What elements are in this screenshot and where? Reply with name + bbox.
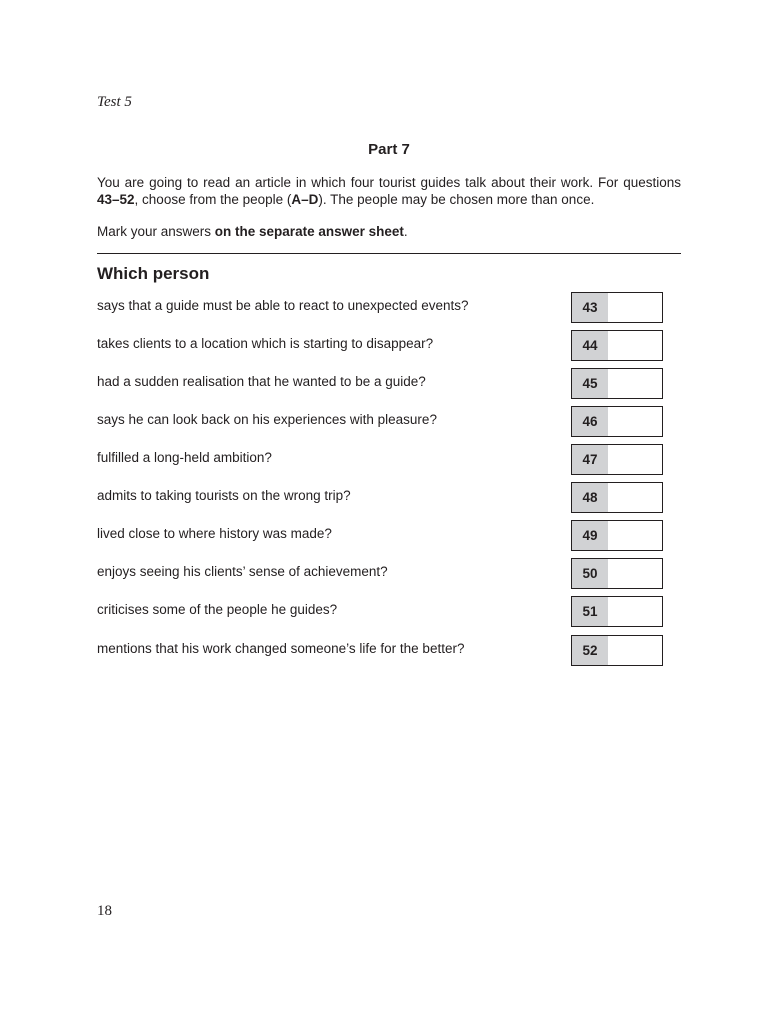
answer-box[interactable] <box>608 292 663 323</box>
question-text: admits to taking tourists on the wrong trip? <box>97 488 351 503</box>
question-number: 44 <box>571 330 609 361</box>
page-number: 18 <box>97 903 112 919</box>
question-row <box>97 368 663 399</box>
question-number: 48 <box>571 482 609 513</box>
question-row <box>97 444 663 475</box>
question-row <box>97 635 663 666</box>
question-text: lived close to where history was made? <box>97 526 332 541</box>
question-text: had a sudden realisation that he wanted to be a guide? <box>97 374 426 389</box>
question-number: 51 <box>571 596 609 627</box>
part-title: Part 7 <box>368 141 410 158</box>
question-row <box>97 520 663 551</box>
section-heading: Which person <box>97 264 210 283</box>
question-text: takes clients to a location which is starting to disappear? <box>97 336 434 351</box>
question-number: 46 <box>571 406 609 437</box>
question-text: mentions that his work changed someone’s life for the better? <box>97 641 465 656</box>
question-number: 50 <box>571 558 609 589</box>
question-text: criticises some of the people he guides? <box>97 602 338 617</box>
question-text: fulfilled a long-held ambition? <box>97 450 272 465</box>
test-label: Test 5 <box>97 94 132 110</box>
answer-box[interactable] <box>608 558 663 589</box>
question-text: enjoys seeing his clients’ sense of achievement? <box>97 564 388 579</box>
question-row <box>97 596 663 627</box>
question-text: says he can look back on his experiences with pleasure? <box>97 412 437 427</box>
answer-box[interactable] <box>608 482 663 513</box>
question-number: 45 <box>571 368 609 399</box>
question-row <box>97 482 663 513</box>
instructions-text: , choose from the people ( <box>134 192 292 207</box>
answer-box[interactable] <box>608 368 663 399</box>
answer-box[interactable] <box>608 406 663 437</box>
instructions-text: Mark your answers <box>97 224 215 239</box>
question-number: 47 <box>571 444 609 475</box>
question-row <box>97 330 663 361</box>
question-number: 49 <box>571 520 609 551</box>
instructions-paragraph <box>97 174 681 208</box>
answer-box[interactable] <box>608 596 663 627</box>
answer-box[interactable] <box>608 330 663 361</box>
question-number: 43 <box>571 292 609 323</box>
instructions-text: You are going to read an article in which four tourist guides talk about their work. For questions <box>97 175 681 190</box>
answer-box[interactable] <box>608 520 663 551</box>
question-range: 43–52 <box>97 192 135 207</box>
question-row <box>97 292 663 323</box>
question-text: says that a guide must be able to react to unexpected events? <box>97 298 469 313</box>
answer-box[interactable] <box>608 444 663 475</box>
option-range: A–D <box>291 192 319 207</box>
question-row <box>97 558 663 589</box>
instructions-text: . <box>403 224 408 239</box>
divider <box>97 253 681 254</box>
question-number: 52 <box>571 635 609 666</box>
instructions-text: ). The people may be chosen more than once. <box>318 192 595 207</box>
answer-box[interactable] <box>608 635 663 666</box>
answer-sheet-emphasis: on the separate answer sheet <box>214 224 404 239</box>
question-row <box>97 406 663 437</box>
answer-sheet-instruction <box>97 224 408 239</box>
